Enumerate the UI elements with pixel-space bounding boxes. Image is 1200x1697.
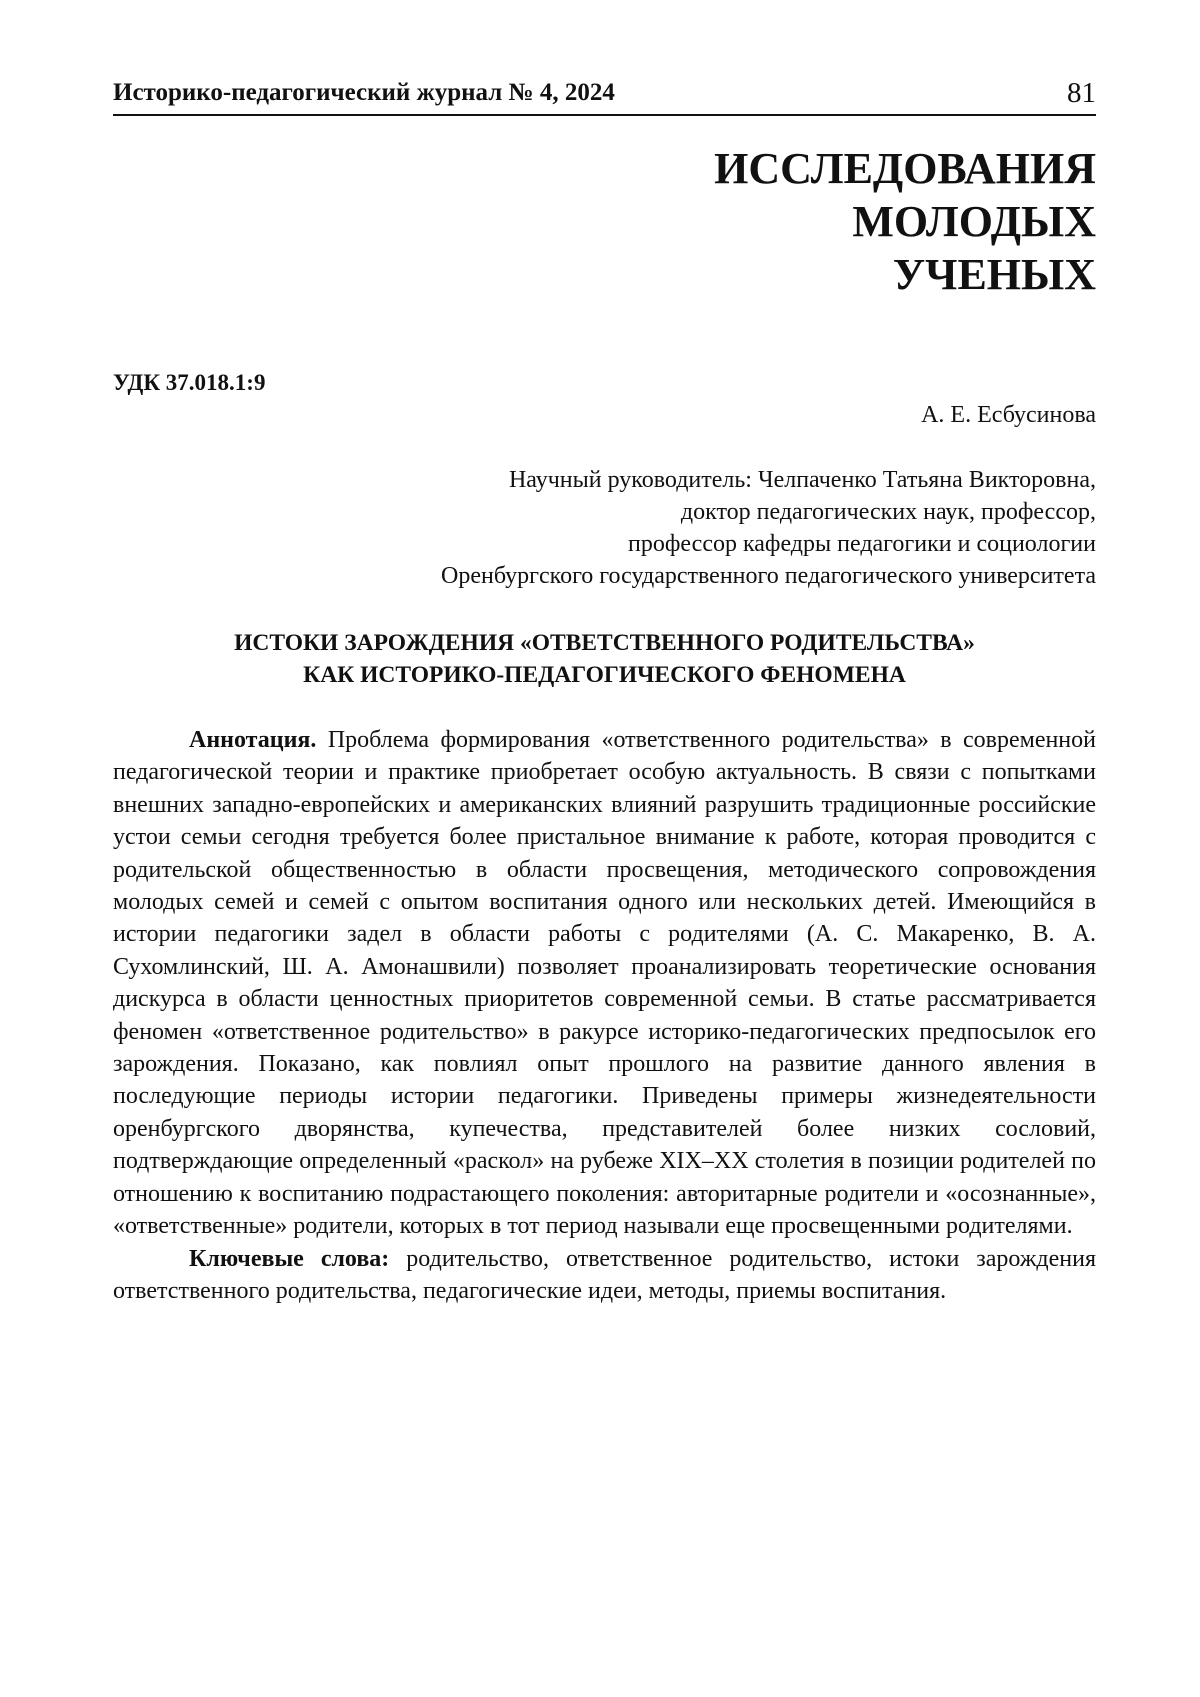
section-heading-line: УЧЕНЫХ — [892, 250, 1096, 299]
section-heading — [396, 142, 1096, 301]
article-title-line: КАК ИСТОРИКО-ПЕДАГОГИЧЕСКОГО ФЕНОМЕНА — [303, 662, 906, 688]
keywords-paragraph — [113, 1243, 1096, 1308]
keywords-text: родительство, ответственное родительство, истоки зарождения ответственного родительства, педагогические идеи, методы, приемы воспитания. — [113, 1245, 1097, 1304]
supervisor-info — [196, 464, 1096, 592]
article-title — [113, 627, 1096, 691]
journal-title: Историко-педагогический журнал № 4, 2024 — [113, 79, 615, 106]
author-name: А. Е. Есбусинова — [921, 402, 1096, 428]
supervisor-line: доктор педагогических наук, профессор, — [680, 499, 1096, 525]
section-heading-line: МОЛОДЫХ — [852, 197, 1096, 246]
udc-code: УДК 37.018.1:9 — [113, 370, 266, 395]
running-header — [113, 72, 1096, 116]
page-number: 81 — [1067, 77, 1096, 109]
supervisor-line: Оренбургского государственного педагогического университета — [441, 563, 1096, 589]
supervisor-line: Научный руководитель: Челпаченко Татьяна Викторовна, — [508, 467, 1096, 493]
abstract-block — [113, 724, 1096, 1307]
supervisor-line: профессор кафедры педагогики и социологии — [628, 531, 1096, 557]
abstract-label: Аннотация. — [189, 727, 317, 753]
section-heading-line: ИССЛЕДОВАНИЯ — [714, 144, 1096, 193]
keywords-label: Ключевые слова: — [189, 1245, 390, 1272]
abstract-paragraph — [113, 724, 1096, 1243]
article-title-line: ИСТОКИ ЗАРОЖДЕНИЯ «ОТВЕТСТВЕННОГО РОДИТЕЛЬСТВА» — [234, 630, 975, 656]
abstract-text: Проблема формирования «ответственного родительства» в современной педагогической теории и практике приобретает особую актуальность. В связи с попытками внешних западно-европейских и американских влияний разрушить традиционные российские устои семьи сегодня требуется более пристальное внимание к работе, которая проводится с родительской общественностью в области просвещения, методического сопровождения молодых семей и семей с опытом воспитания одного или нескольких детей. Имеющийся в истории педагогики задел в области работы с родителями (А. С. Макаренко, В. А. Сухомлинский, Ш. А. Амонашвили) позволяет проанализировать теоретические основания дискурса в области ценностных приоритетов современной семьи. В статье рассматривается феномен «ответственное родительство» в ракурсе историко-педагогических предпосылок его зарождения. Показано, как повлиял опыт прошлого на развитие данного явления в последующие периоды истории педагогики. Приведены примеры жизнедеятельности оренбургского дворянства, купечества, представителей более низких сословий, подтверждающие определенный «раскол» на рубеже XIX–XX столетия в позиции родителей по отношению к воспитанию подрастающего поколения: авторитарные родители и «осознанные», «ответственные» родители, которых в тот период называли еще просвещенными родителями. — [113, 727, 1096, 1240]
